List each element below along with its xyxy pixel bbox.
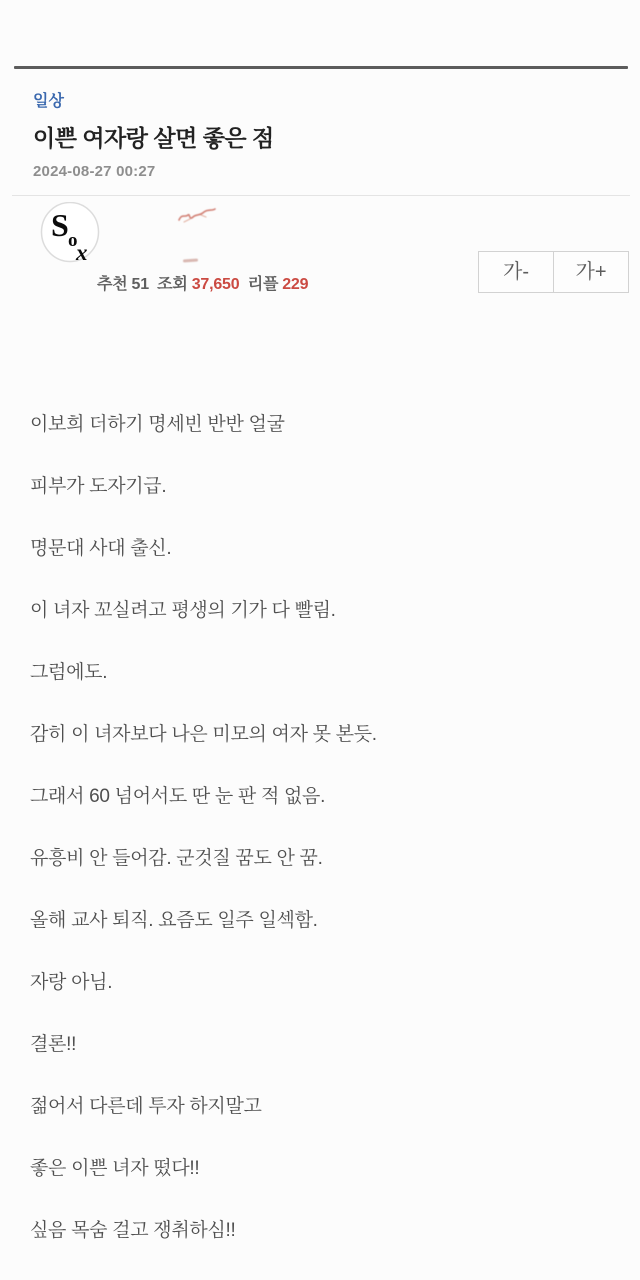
font-size-controls [478, 251, 629, 293]
svg-text:o: o [68, 230, 78, 251]
body-paragraph: 피부가 도자기급. [30, 476, 167, 497]
replies-count: 229 [282, 276, 309, 293]
body-paragraph: 유흥비 안 들어감. 군것질 꿈도 안 꿈. [30, 848, 323, 869]
body-paragraph: 감히 이 녀자보다 나은 미모의 여자 못 본듯. [30, 724, 377, 745]
post-header [33, 88, 613, 180]
likes-count: 51 [131, 276, 149, 293]
post-stats [97, 271, 308, 294]
redacted-mark [183, 258, 198, 262]
post-title: 이쁜 여자랑 살면 좋은 점 [33, 125, 274, 151]
font-increase-button[interactable]: 가+ [553, 251, 629, 293]
post-date: 2024-08-27 00:27 [33, 163, 156, 180]
post-category-link[interactable]: 일상 [33, 93, 64, 110]
svg-text:x: x [76, 240, 88, 264]
svg-text:S: S [51, 207, 69, 243]
body-paragraph: 이보희 더하기 명세빈 반반 얼굴 [30, 414, 285, 435]
body-paragraph: 좋은 이쁜 녀자 떴다!! [30, 1158, 200, 1179]
profile-avatar[interactable] [40, 202, 100, 264]
body-paragraph: 올해 교사 퇴직. 요즘도 일주 일섹함. [30, 910, 318, 931]
likes-label: 추천 [97, 276, 128, 293]
body-paragraph: 그럼에도. [30, 662, 108, 683]
body-paragraph: 자랑 아님. [30, 972, 113, 993]
body-paragraph: 싶음 목숨 걸고 쟁취하심!! [30, 1220, 236, 1241]
top-divider [14, 66, 628, 69]
white-sox-logo-icon [40, 202, 100, 264]
views-label: 조회 [157, 276, 188, 293]
body-paragraph: 이 녀자 꼬실려고 평생의 기가 다 빨림. [30, 600, 336, 621]
body-paragraph: 명문대 사대 출신. [30, 538, 172, 559]
body-paragraph: 결론!! [30, 1034, 77, 1055]
redacted-username-scribble [176, 204, 218, 228]
body-paragraph: 그래서 60 넘어서도 딴 눈 판 적 없음. [30, 786, 326, 807]
header-divider [12, 195, 630, 196]
post-body [30, 414, 620, 1280]
font-decrease-button[interactable]: 가- [478, 251, 554, 293]
views-count: 37,650 [191, 276, 240, 293]
body-paragraph: 젊어서 다른데 투자 하지말고 [30, 1096, 262, 1117]
replies-label: 리플 [247, 276, 279, 293]
